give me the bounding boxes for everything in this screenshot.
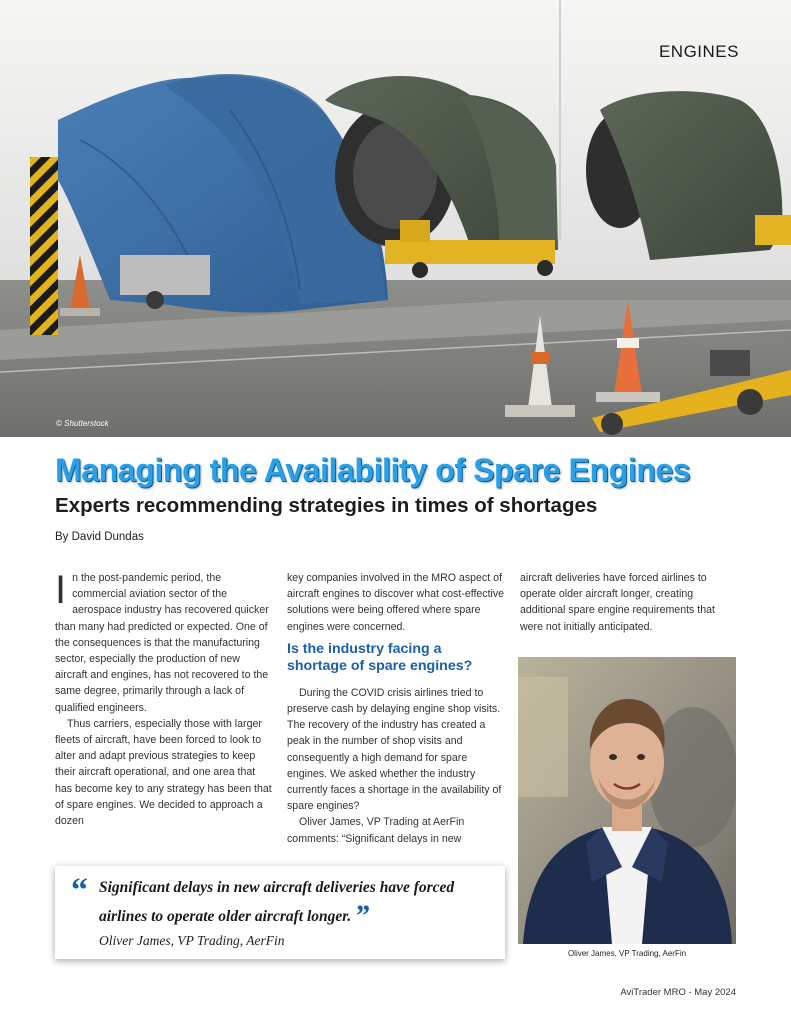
drop-cap: I (55, 568, 67, 612)
pull-quote (55, 866, 505, 959)
paragraph: Oliver James, VP Trading at AerFin comments: “Significant delays in new (287, 816, 465, 845)
paragraph: key companies involved in the MRO aspect of aircraft engines to discover what cost-effective solutions were being offered where spare engines were concerned. (287, 572, 505, 633)
covered-engines-illustration (0, 0, 791, 437)
byline: By David Dundas (55, 531, 144, 543)
pull-quote-text (99, 878, 489, 932)
paragraph: Thus carriers, especially those with larger fleets of aircraft, have been forced to look to alter and adapt previous strategies to keep their aircraft operational, and one area that has become key to any strategy has been that of spare engines. We decided to approach a dozen (55, 717, 272, 828)
hero-photo (0, 0, 791, 437)
engine-stand (385, 240, 555, 264)
article-headline: Managing the Availability of Spare Engines (55, 452, 691, 488)
section-heading: Is the industry facing a shortage of spare engines? (287, 640, 473, 674)
portrait-caption: Oliver James, VP Trading, AerFin (567, 949, 687, 958)
pull-quote-author: Oliver James, VP Trading, AerFin (99, 933, 285, 948)
paragraph-text: n the post-pandemic period, the commercial aviation sector of the aerospace industry has recovered quicker than many had predicted or expected. One of the consequences is that the manufacturing sector, especially the production of new aircraft and engines, has not recovered to the same degree, primarily through a lack of qualified engineers. (55, 572, 269, 714)
paragraph: During the COVID crisis airlines tried to preserve cash by delaying engine shop visits. The recovery of the industry has created a peak in the number of shop visits and consequently a high demand for spare engines. We asked whether the industry currently faces a shortage in the availability of spare engines? (287, 686, 502, 813)
open-quote-mark: “ (71, 872, 88, 909)
portrait-illustration (518, 657, 736, 944)
column-1 (55, 570, 273, 829)
page-footer: AviTrader MRO - May 2024 (620, 987, 736, 998)
close-quote-mark: ” (354, 899, 370, 932)
hazard-post (30, 157, 58, 335)
column-2 (287, 570, 505, 847)
section-tag: ENGINES (658, 42, 739, 61)
pull-quote-body: Significant delays in new aircraft deliveries have forced airlines to operate older aircraft longer. (99, 879, 455, 925)
paragraph (55, 570, 273, 716)
article-subheadline: Experts recommending strategies in times of shortages (55, 494, 598, 517)
column-3 (520, 570, 738, 635)
paragraph: aircraft deliveries have forced airlines to operate older aircraft longer, creating additional spare engine requirements that were not initially anticipated. (520, 572, 715, 633)
portrait-photo (518, 657, 736, 944)
photo-credit: © Shutterstock (56, 419, 109, 428)
